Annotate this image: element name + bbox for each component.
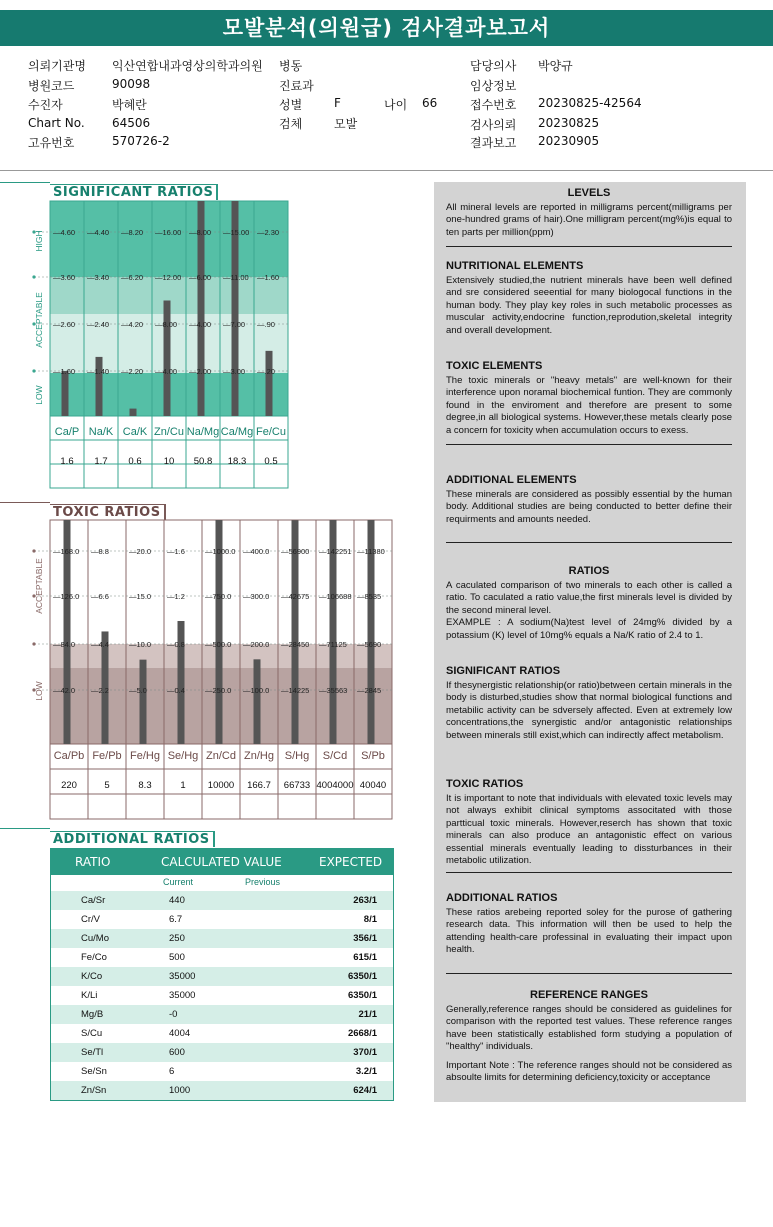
ratio-cell: K/Li <box>81 990 98 1001</box>
bar-zn-cu <box>164 301 171 417</box>
request-value: 20230825 <box>538 116 600 130</box>
ratio-cell: Fe/Co <box>81 952 107 963</box>
scale-label: —3.60 <box>53 273 76 282</box>
additional-elements-title: ADDITIONAL ELEMENTS <box>446 474 577 486</box>
bar-fe-hg <box>140 660 147 744</box>
scale-label: —28450 <box>281 640 310 649</box>
tox-ratios-text: It is important to note that individuals with elevated toxic levels may not always exhibit clinical symptoms associtated with those partticual toxic minerals. However,reserch has shown that toxic minerals can also produce an antagonistic effect on various essential minerals eventually leading to dissturbances in their metabolic utilization. <box>446 793 732 867</box>
significant-title: SIGNIFICANT RATIOS <box>50 184 218 200</box>
toxic-elements-text: The toxic minerals or "heavy metals" are well-known for their interference upon noramal biochemical funtion. They are commonly found in the enviroment and therefore are present to some degree,in all biological systems. However,these metals clearly pose a concern for toxicity when accumulation occurs to exess. <box>446 375 732 436</box>
scale-label: —4.40 <box>87 228 110 237</box>
toxic-elements-section <box>446 360 732 445</box>
scale-label: —42675 <box>281 592 310 601</box>
value-label: 10 <box>163 456 175 467</box>
scale-label: —11380 <box>357 547 385 556</box>
scale-label: —5690 <box>357 640 382 649</box>
current-cell: -0 <box>169 1009 178 1020</box>
category-label: Fe/Pb <box>92 750 122 762</box>
add-ratios-title: ADDITIONAL RATIOS <box>446 892 558 904</box>
ratio-cell: Cu/Mo <box>81 933 109 944</box>
scale-label: —42.0 <box>53 686 76 695</box>
category-label: S/Pb <box>361 750 385 762</box>
additional-row <box>51 891 393 910</box>
value-label: 40040 <box>359 780 387 791</box>
expected-cell: 6350/1 <box>347 990 377 1001</box>
value-label: 4004000 <box>316 780 354 791</box>
ratio-cell: K/Co <box>81 971 103 982</box>
ratios-title: RATIOS <box>568 565 610 577</box>
specimen-label: 검체 <box>279 117 303 131</box>
current-cell: 35000 <box>169 971 196 982</box>
zone-band <box>50 201 288 277</box>
nutritional-text: Extensively studied,the nutrient minerals have been well defined and sre considered seeential for many biologocal functions in the human body. They play key roles in such metabolic processes as muscular activity,endocrine function,reprodution,skeletal integrity and overall development. <box>446 275 732 336</box>
value-label: 50.8 <box>193 456 213 467</box>
sub-current: Current <box>163 877 194 887</box>
ratios-section <box>446 565 732 642</box>
expected-cell: 8/1 <box>363 914 377 925</box>
scale-label: —1.60 <box>257 273 280 282</box>
unique-label: 고유번호 <box>28 136 75 150</box>
additional-row <box>51 1024 393 1043</box>
ratio-cell: Zn/Sn <box>81 1085 107 1096</box>
scale-label: —106688 <box>319 592 352 601</box>
expected-cell: 356/1 <box>353 933 377 944</box>
add-title-line <box>0 828 50 829</box>
scale-label: —8.00 <box>155 320 178 329</box>
scale-label: —71125 <box>319 640 347 649</box>
sig-ratios-title: SIGNIFICANT RATIOS <box>446 665 561 677</box>
dept-label: 진료과 <box>279 79 314 93</box>
scale-label: —400.0 <box>243 547 270 556</box>
additional-row <box>51 948 393 967</box>
category-label: Fe/Hg <box>130 750 160 762</box>
request-label: 검사의뢰 <box>470 118 517 132</box>
axis-marker <box>32 642 35 645</box>
current-cell: 250 <box>169 933 185 944</box>
sub-previous: Previous <box>245 877 281 887</box>
nutritional-title: NUTRITIONAL ELEMENTS <box>446 260 584 272</box>
add-ratios-text: These ratios arebeing reported soley for the purose of gathering research data. This information will then be used to help the attending health-care professinal in evaluating their impact upon health. <box>446 907 732 956</box>
name-label: 수진자 <box>28 98 63 112</box>
scale-label: —7.00 <box>223 320 246 329</box>
zone-label-low: LOW <box>34 681 44 701</box>
tox-ratios-title: TOXIC RATIOS <box>446 778 524 790</box>
additional-row <box>51 1005 393 1024</box>
doctor-value: 박양규 <box>538 59 573 73</box>
expected-cell: 2668/1 <box>347 1028 377 1039</box>
sig-ratios-section <box>446 665 732 742</box>
scale-label: —142251 <box>319 547 352 556</box>
expected-cell: 615/1 <box>353 952 377 963</box>
additional-title: ADDITIONAL RATIOS <box>50 831 215 847</box>
report-value: 20230905 <box>538 134 600 148</box>
ward-label: 병동 <box>279 59 303 73</box>
expected-cell: 6350/1 <box>347 971 377 982</box>
category-label: Na/K <box>88 426 114 438</box>
toxic-elements-title: TOXIC ELEMENTS <box>446 360 543 372</box>
scale-label: —15.00 <box>223 228 250 237</box>
scale-label: —84.0 <box>53 640 76 649</box>
scale-label: —2.20 <box>121 367 144 376</box>
scale-label: —126.0 <box>53 592 80 601</box>
unique-value: 570726-2 <box>112 134 170 148</box>
scale-label: —16.00 <box>155 228 182 237</box>
code-label: 병원코드 <box>28 79 75 93</box>
scale-label: —168.0 <box>53 547 80 556</box>
sig-ratios-text: If thesynergistic relationship(or ratio)between certain minerals in the body is disturbed,studies show that normal biological functions and metabilic activity can be sdversely affected. Even at extremely low concentrations,the synergistic and/or antagonistic relationships between minerals still exist,which can indirectly affect metabolism. <box>446 680 732 741</box>
zone-label-low: LOW <box>34 385 44 405</box>
scale-label: —2.30 <box>257 228 280 237</box>
scale-label: —4.60 <box>53 228 76 237</box>
current-cell: 1000 <box>169 1085 191 1096</box>
scale-label: —3.00 <box>223 367 246 376</box>
expected-cell: 263/1 <box>353 895 377 906</box>
current-cell: 600 <box>169 1047 185 1058</box>
expected-cell: 370/1 <box>353 1047 377 1058</box>
category-label: Ca/K <box>122 426 148 438</box>
receipt-label: 접수번호 <box>470 98 517 112</box>
scale-label: —2.60 <box>53 320 76 329</box>
value-label: 10000 <box>207 780 235 791</box>
value-label: 220 <box>61 780 77 791</box>
current-cell: 35000 <box>169 990 196 1001</box>
sex-value: F <box>334 96 341 110</box>
scale-label: —6.20 <box>121 273 144 282</box>
ratios-text: A caculated comparison of two minerals to each other is called a ratio. To caculated a ratio value,the first minerals level is divided by the second mineral level. <box>446 580 732 616</box>
value-label: 5 <box>104 780 110 791</box>
value-label: 1.7 <box>94 456 108 467</box>
scale-label: —1000.0 <box>205 547 236 556</box>
scale-label: —2.2 <box>91 686 109 695</box>
scale-label: —8.20 <box>121 228 144 237</box>
add-ratios-section <box>446 892 732 974</box>
explanation-panel <box>434 182 746 1102</box>
scale-label: —20.0 <box>129 547 152 556</box>
code-value: 90098 <box>112 77 151 91</box>
category-label: Zn/Cu <box>154 426 184 438</box>
value-label: 166.7 <box>247 780 271 791</box>
header-divider <box>0 170 773 171</box>
additional-row <box>51 910 393 929</box>
chart-label: Chart No. <box>28 116 85 130</box>
toxic-title: TOXIC RATIOS <box>50 504 166 520</box>
scale-label: —8.00 <box>189 228 212 237</box>
current-cell: 500 <box>169 952 185 963</box>
age-label: 나이 <box>384 98 408 112</box>
scale-label: —100.0 <box>243 686 270 695</box>
value-label: 0.6 <box>128 456 142 467</box>
receipt-value: 20230825-42564 <box>538 96 642 110</box>
category-label: S/Cd <box>322 750 348 762</box>
additional-row <box>51 1043 393 1062</box>
chart-value: 64506 <box>112 116 151 130</box>
scale-label: —750.0 <box>205 592 232 601</box>
specimen-value: 모발 <box>334 117 358 131</box>
additional-rows <box>51 891 393 1100</box>
bar-zn-hg <box>254 659 261 744</box>
scale-label: —8.8 <box>91 547 109 556</box>
scale-label: —300.0 <box>243 592 270 601</box>
scale-label: —1.2 <box>167 592 185 601</box>
significant-ratios-chart <box>0 196 300 498</box>
levels-section <box>446 187 732 247</box>
ratio-cell: Se/Tl <box>81 1047 104 1058</box>
scale-label: —1.6 <box>167 547 185 556</box>
zone-label-acceptable: ACCEPTABLE <box>34 558 44 614</box>
reference-title: REFERENCE RANGES <box>530 989 648 1001</box>
category-label: Se/Hg <box>167 750 199 762</box>
reference-section <box>446 989 732 1084</box>
scale-label: —0.4 <box>167 686 185 695</box>
sub-header <box>51 875 393 891</box>
scale-label: —500.0 <box>205 640 232 649</box>
category-label: Na/Mg <box>186 426 220 438</box>
scale-label: —3.40 <box>87 273 110 282</box>
hospital-value: 익산연합내과영상의학과의원 <box>112 59 263 73</box>
scale-label: —1.60 <box>53 367 76 376</box>
scale-label: —4.20 <box>121 320 144 329</box>
additional-row <box>51 929 393 948</box>
col-expected: EXPECTED <box>319 855 383 869</box>
name-value: 박혜란 <box>112 98 147 112</box>
ratio-cell: Ca/Sr <box>81 895 106 906</box>
tox-ratios-section <box>446 778 732 873</box>
scale-label: —.20 <box>257 367 275 376</box>
nutritional-section <box>446 260 732 337</box>
report-title: 모발분석(의원급) 검사결과보고서 <box>0 10 773 46</box>
ratios-example: EXAMPLE : A sodium(Na)test level of 24mg% divided by a potassium (K) level of 10mg% equals a Na/K ratio of 2.4 to 1. <box>446 617 732 641</box>
expected-cell: 21/1 <box>358 1009 377 1020</box>
scale-label: —56900 <box>281 547 310 556</box>
category-label: Fe/Cu <box>256 426 286 438</box>
sex-label: 성별 <box>279 98 303 112</box>
zone-label-high: HIGH <box>34 230 44 252</box>
age-value: 66 <box>422 96 438 110</box>
scale-label: —2.40 <box>87 320 110 329</box>
doctor-label: 담당의사 <box>470 59 517 73</box>
bar-fe-cu <box>266 351 273 416</box>
toxic-ratios-chart <box>0 516 400 822</box>
additional-header <box>51 849 393 875</box>
scale-label: —.90 <box>257 320 275 329</box>
category-label: Ca/Pb <box>53 750 85 762</box>
scale-label: —8535 <box>357 592 382 601</box>
additional-row <box>51 986 393 1005</box>
hospital-label: 의뢰기관명 <box>28 59 86 73</box>
value-label: 8.3 <box>138 780 152 791</box>
category-label: Zn/Hg <box>244 750 274 762</box>
value-label: 1.6 <box>60 456 74 467</box>
scale-label: —6.6 <box>91 592 109 601</box>
additional-row <box>51 1062 393 1081</box>
category-label: Ca/Mg <box>220 426 254 438</box>
scale-label: —250.0 <box>205 686 232 695</box>
scale-label: —2.00 <box>189 367 212 376</box>
axis-marker <box>32 275 35 278</box>
zone-label-acceptable: ACCEPTABLE <box>34 292 44 348</box>
scale-label: —4.4 <box>91 640 109 649</box>
current-cell: 6.7 <box>169 914 183 925</box>
col-ratio: RATIO <box>75 855 111 869</box>
scale-label: —10.0 <box>129 640 152 649</box>
scale-label: —4.00 <box>189 320 212 329</box>
levels-text: All mineral levels are reported in milligrams percent(milligrams per one-hundred grams of hair).One milligram percent(mg%)is equal to ten parts per million(ppm) <box>446 202 732 238</box>
scale-label: —5.0 <box>129 686 147 695</box>
scale-label: —11.00 <box>223 273 249 282</box>
additional-row <box>51 967 393 986</box>
current-cell: 4004 <box>169 1028 191 1039</box>
sig-title-line <box>0 182 50 183</box>
tox-title-line <box>0 502 50 503</box>
category-label: Zn/Cd <box>206 750 236 762</box>
additional-ratios-table <box>50 848 394 1101</box>
category-label: S/Hg <box>284 750 310 762</box>
axis-marker <box>32 369 35 372</box>
ratio-cell: S/Cu <box>81 1028 103 1039</box>
additional-elements-section <box>446 474 732 543</box>
axis-marker <box>32 549 35 552</box>
scale-label: —6.00 <box>189 273 212 282</box>
scale-label: —14225 <box>281 686 310 695</box>
scale-label: —1.40 <box>87 367 110 376</box>
ratio-cell: Cr/V <box>81 914 100 925</box>
clinical-label: 임상정보 <box>470 79 517 93</box>
levels-title: LEVELS <box>567 187 611 199</box>
scale-label: —35563 <box>319 686 348 695</box>
value-label: 66733 <box>283 780 311 791</box>
bar-na-k <box>96 357 103 416</box>
expected-cell: 3.2/1 <box>355 1066 377 1077</box>
scale-label: —4.00 <box>155 367 178 376</box>
expected-cell: 624/1 <box>353 1085 377 1096</box>
ratio-cell: Se/Sn <box>81 1066 107 1077</box>
scale-label: —0.8 <box>167 640 185 649</box>
current-cell: 6 <box>169 1066 175 1077</box>
col-calculated: CALCULATED VALUE <box>161 855 282 869</box>
bar-ca-k <box>130 409 137 416</box>
additional-elements-text: These minerals are considered as possibly essential by the human body. Additional studies are being conducted to better define their requirments and amounts needed. <box>446 489 732 525</box>
reference-note: Important Note : The reference ranges should not be considered as absoulte limits for determining deficiency,toxicity or acceptance <box>446 1059 732 1084</box>
scale-label: —200.0 <box>243 640 270 649</box>
category-label: Ca/P <box>54 426 80 438</box>
scale-label: —12.00 <box>155 273 182 282</box>
additional-row <box>51 1081 393 1100</box>
reference-text: Generally,reference ranges should be considered as guidelines for comparison with the reported test values. These reference ranges have been statistically established form studying a population of "healthy" individuals. <box>446 1004 732 1053</box>
scale-label: —15.0 <box>129 592 152 601</box>
value-label: 18.3 <box>227 456 247 467</box>
value-label: 1 <box>180 780 186 791</box>
ratio-cell: Mg/B <box>81 1009 104 1020</box>
report-label: 결과보고 <box>470 136 517 150</box>
value-label: 0.5 <box>264 456 278 467</box>
current-cell: 440 <box>169 895 185 906</box>
bar-ca-p <box>62 371 69 416</box>
scale-label: —2845 <box>357 686 382 695</box>
